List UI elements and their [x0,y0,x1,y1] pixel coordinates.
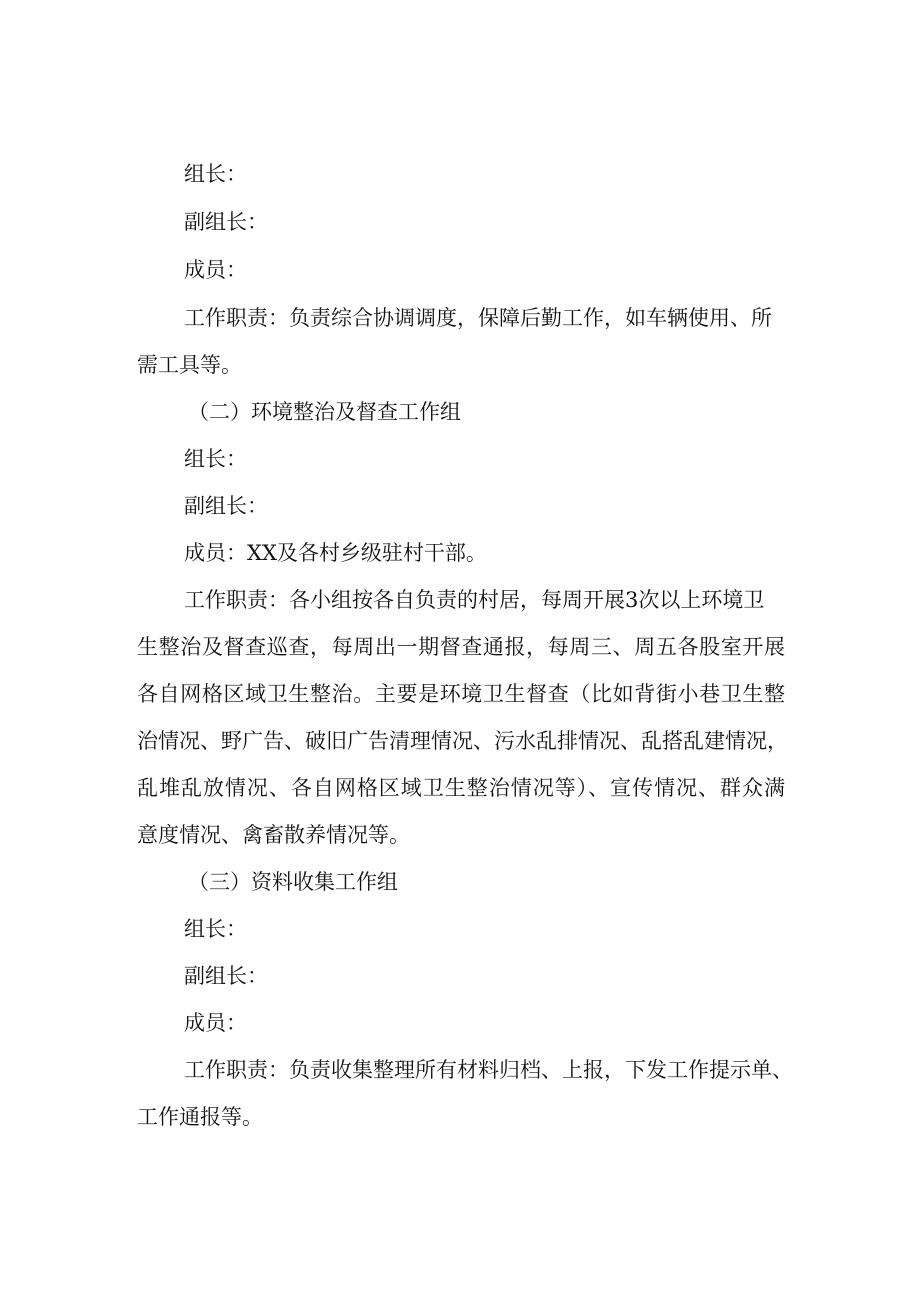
s1-deputy: 副组长： [184,210,268,234]
s2-duty-line1: 工作职责：各小组按各自负责的村居，每周开展3次以上环境卫 [184,588,765,612]
s2-duty-line3: 各自网格区域卫生整治。主要是环境卫生督查（比如背街小巷卫生整 [137,682,785,706]
s2-duty-line6: 意度情况、禽畜散养情况等。 [137,823,410,847]
s2-duty-line4: 治情况、野广告、破旧广告清理情况、污水乱排情况、乱搭乱建情况， [137,729,788,753]
s3-deputy: 副组长： [184,964,268,988]
s2-leader: 组长： [184,447,247,471]
s2-heading: （二）环境整治及督查工作组 [188,400,461,424]
s3-leader: 组长： [184,917,247,941]
s1-leader: 组长： [184,162,247,186]
s2-members: 成员：XX及各村乡级驻村干部。 [184,541,487,565]
s3-members: 成员： [184,1011,247,1035]
s1-duty-line2: 需工具等。 [137,353,242,377]
s3-duty-line1: 工作职责：负责收集整理所有材料归档、上报，下发工作提示单、 [184,1058,793,1082]
s2-duty-line5: 乱堆乱放情况、各自网格区域卫生整治情况等）、宣传情况、群众满 [137,776,785,800]
s2-deputy: 副组长： [184,494,268,518]
s1-members: 成员： [184,258,247,282]
s1-duty-line1: 工作职责：负责综合协调调度，保障后勤工作，如车辆使用、所 [184,306,772,330]
s3-duty-line2: 工作通报等。 [137,1105,263,1129]
s3-heading: （三）资料收集工作组 [188,870,398,894]
s2-duty-line2: 生整治及督查巡查，每周出一期督查通报，每周三、周五各股室开展 [137,635,785,659]
